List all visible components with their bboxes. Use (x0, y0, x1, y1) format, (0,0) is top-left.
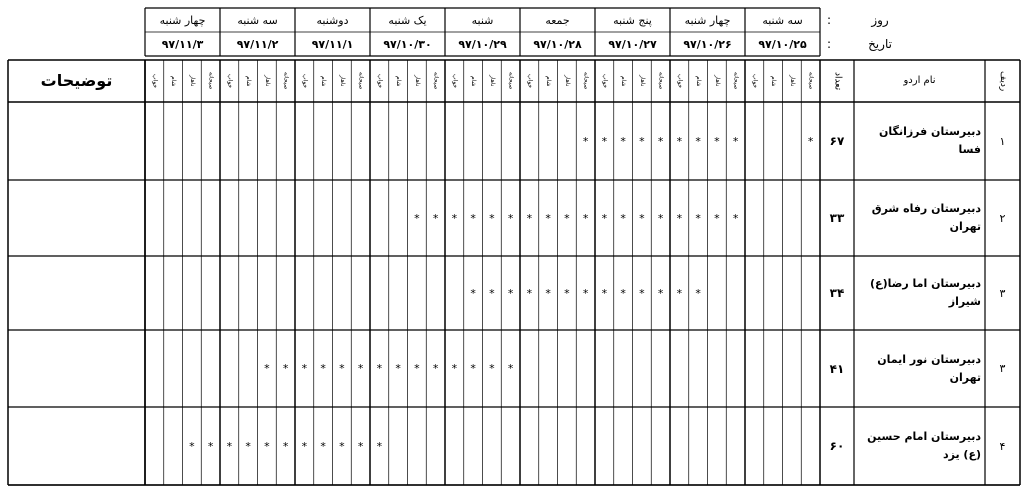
meal-header: شام (170, 75, 178, 87)
meal-header: ناهار (563, 75, 571, 87)
meal-mark: * (676, 134, 683, 148)
meal-mark: * (507, 286, 514, 300)
meal-mark: * (357, 362, 364, 375)
day-date: ۹۷/۱۱/۱ (311, 37, 354, 51)
meal-mark: * (432, 211, 439, 225)
meal-mark: * (620, 211, 626, 225)
meal-mark: * (507, 211, 514, 225)
camp-name-header: نام اردو (903, 75, 936, 86)
day-date: ۹۷/۱۰/۲۷ (608, 37, 657, 51)
count-header: تعداد (832, 71, 843, 91)
row-number: ۱ (999, 134, 1006, 148)
meal-mark: * (489, 362, 495, 375)
meal-header: ناهار (788, 75, 796, 87)
day-label: روز (871, 13, 889, 27)
meal-mark: * (564, 286, 570, 300)
camp-name: دبیرستان نور ایمان تهران (877, 352, 981, 384)
meal-mark: * (657, 134, 664, 148)
meal-mark: * (489, 211, 495, 225)
meal-mark: * (620, 134, 626, 148)
meal-mark: * (470, 286, 476, 300)
meal-header: شام (320, 75, 328, 87)
meal-header: صبحانه (207, 72, 215, 90)
camp-count: ۳۳ (829, 211, 845, 225)
meal-header: شام (395, 75, 403, 87)
day-name: یک شنبه (388, 13, 427, 27)
day-name: جمعه (545, 13, 570, 27)
meal-header: صبحانه (657, 72, 665, 90)
meal-header: ناهار (713, 75, 721, 87)
row-number: ۴ (999, 439, 1006, 453)
meal-header: خواب (151, 73, 159, 89)
day-date: ۹۷/۱۱/۳ (161, 37, 204, 51)
meal-mark: * (695, 286, 701, 300)
meal-mark: * (320, 439, 326, 453)
meal-header: شام (695, 75, 703, 87)
meal-mark: * (545, 286, 551, 300)
meal-mark: * (264, 362, 270, 375)
meal-mark: * (357, 439, 364, 453)
meal-mark: * (507, 362, 514, 375)
meal-mark: * (526, 286, 533, 300)
meal-mark: * (264, 439, 270, 453)
meal-mark: * (582, 286, 589, 300)
day-date: ۹۷/۱۰/۲۵ (758, 37, 807, 51)
meal-mark: * (657, 211, 664, 225)
meal-header: ناهار (413, 75, 421, 87)
meal-header: ناهار (338, 75, 346, 87)
meal-mark: * (582, 134, 589, 148)
day-name: چهار شنبه (159, 13, 206, 27)
meal-header: صبحانه (282, 72, 290, 90)
camp-name: دبیرستان امام حسین (ع) یزد (867, 430, 981, 461)
meal-mark: * (451, 362, 458, 375)
meal-header: صبحانه (807, 72, 815, 90)
meal-header: شام (545, 75, 553, 87)
meal-header: خواب (301, 73, 309, 89)
meal-mark: * (414, 362, 420, 375)
meal-header: ناهار (488, 75, 496, 87)
meal-mark: * (526, 211, 533, 225)
camp-name: دبیرستان رفاه شرق تهران (871, 202, 981, 233)
camp-count: ۶۷ (829, 134, 845, 148)
meal-mark: * (207, 439, 214, 453)
meal-mark: * (470, 211, 476, 225)
meal-header: خواب (376, 73, 384, 89)
meal-mark: * (695, 134, 701, 148)
meal-header: شام (245, 75, 253, 87)
meal-header: خواب (226, 73, 234, 89)
meal-mark: * (301, 362, 308, 375)
meal-mark: * (601, 286, 608, 300)
meal-mark: * (282, 362, 289, 375)
meal-mark: * (732, 134, 739, 148)
day-date: ۹۷/۱۰/۳۰ (383, 37, 432, 51)
meal-header: خواب (526, 73, 534, 89)
day-name: شنبه (471, 13, 494, 27)
day-date: ۹۷/۱۰/۲۹ (458, 37, 507, 51)
meal-mark: * (414, 211, 420, 225)
meal-mark: * (676, 211, 683, 225)
meal-mark: * (639, 286, 645, 300)
camp-count: ۴۱ (829, 361, 845, 376)
row-number: ۳ (999, 362, 1006, 375)
meal-mark: * (226, 439, 233, 453)
notes-header: توضیحات (40, 71, 113, 90)
camp-count: ۳۴ (829, 286, 845, 300)
meal-mark: * (432, 362, 439, 375)
day-date: ۹۷/۱۱/۲ (236, 37, 279, 51)
meal-mark: * (489, 286, 495, 300)
meal-mark: * (807, 134, 814, 148)
meal-mark: * (339, 362, 345, 375)
meal-header: شام (620, 75, 628, 87)
meal-mark: * (376, 362, 383, 375)
meal-mark: * (639, 211, 645, 225)
row-number: ۳ (999, 286, 1006, 300)
meal-header: شام (770, 75, 778, 87)
colon: : (826, 37, 832, 51)
meal-mark: * (657, 286, 664, 300)
meal-mark: * (245, 439, 251, 453)
meal-mark: * (582, 211, 589, 225)
camp-count: ۶۰ (829, 439, 845, 453)
meal-mark: * (395, 362, 401, 375)
meal-header: شام (470, 75, 478, 87)
meal-mark: * (451, 211, 458, 225)
meal-mark: * (470, 362, 476, 375)
meal-header: خواب (601, 73, 609, 89)
meal-mark: * (676, 286, 683, 300)
meal-header: خواب (751, 73, 759, 89)
day-name: دوشنبه (316, 13, 349, 27)
meal-mark: * (376, 439, 383, 453)
rowno-header: ردیف (998, 70, 1008, 92)
meal-mark: * (301, 439, 308, 453)
meal-mark: * (601, 134, 608, 148)
meal-mark: * (564, 211, 570, 225)
meal-header: ناهار (638, 75, 646, 87)
meal-mark: * (339, 439, 345, 453)
meal-mark: * (189, 439, 195, 453)
meal-mark: * (695, 211, 701, 225)
meal-mark: * (714, 134, 720, 148)
day-date: ۹۷/۱۰/۲۶ (683, 37, 732, 51)
date-label: تاریخ (868, 37, 892, 51)
meal-header: خواب (676, 73, 684, 89)
meal-header: صبحانه (507, 72, 515, 90)
day-name: پنج شنبه (613, 13, 652, 27)
meal-mark: * (282, 439, 289, 453)
day-date: ۹۷/۱۰/۲۸ (533, 37, 582, 51)
meal-mark: * (639, 134, 645, 148)
day-name: چهار شنبه (684, 13, 731, 27)
day-name: سه شنبه (237, 13, 278, 27)
meal-header: صبحانه (432, 72, 440, 90)
meal-header: ناهار (263, 75, 271, 87)
meal-header: ناهار (188, 75, 196, 87)
meal-header: صبحانه (732, 72, 740, 90)
meal-mark: * (732, 211, 739, 225)
colon: : (826, 13, 832, 27)
meal-mark: * (601, 211, 608, 225)
meal-mark: * (545, 211, 551, 225)
meal-header: صبحانه (357, 72, 365, 90)
row-number: ۲ (999, 211, 1006, 225)
meal-mark: * (320, 362, 326, 375)
meal-mark: * (620, 286, 626, 300)
day-name: سه شنبه (762, 13, 803, 27)
camp-name: دبیرستان فرزانگان فسا (879, 125, 981, 156)
camp-name: دبیرستان اما رضا(ع) شیراز (870, 277, 981, 308)
meal-mark: * (714, 211, 720, 225)
meal-header: خواب (451, 73, 459, 89)
meal-header: صبحانه (582, 72, 590, 90)
